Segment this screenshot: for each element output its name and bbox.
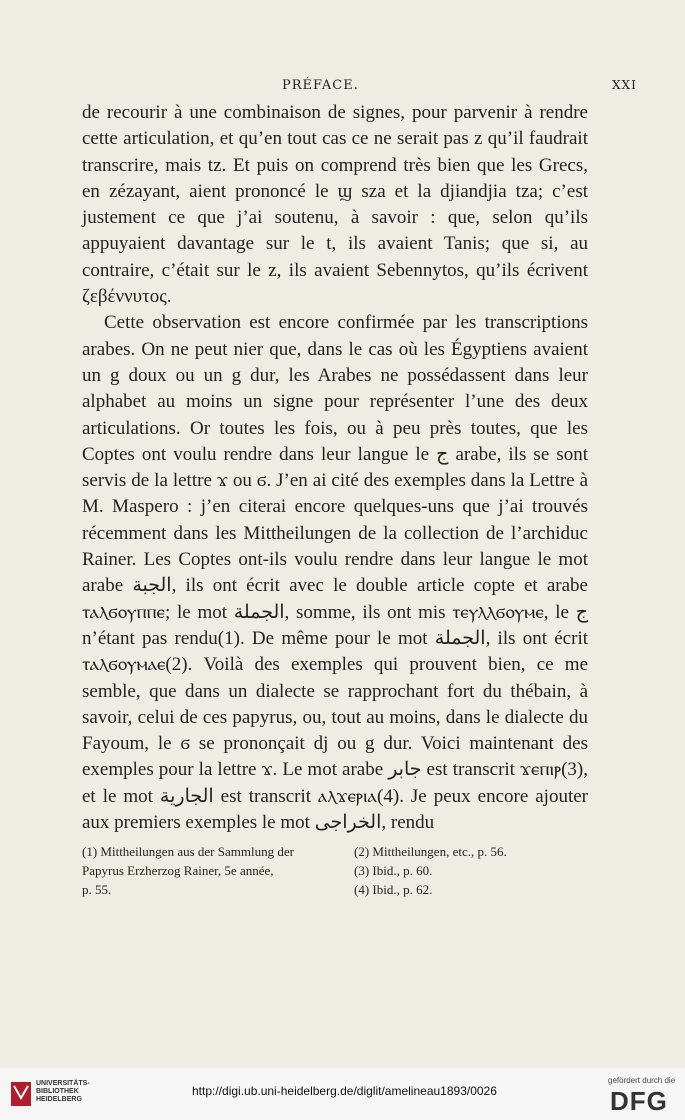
page-number: XXI — [612, 78, 637, 92]
footnote-line: Papyrus Erzherzog Rainer, 5e année, — [82, 863, 274, 878]
university-library-logo-icon — [10, 1078, 32, 1108]
funded-by-label: gefördert durch die — [608, 1076, 676, 1085]
footnote-line: (4) Ibid., p. 62. — [354, 882, 433, 897]
dfg-logo: DFG — [610, 1086, 668, 1116]
footnote-line: p. 55. — [82, 882, 112, 897]
library-name: UNIVERSITÄTS- BIBLIOTHEK HEIDELBERG — [36, 1080, 90, 1103]
header-title: PRÉFACE. — [282, 78, 359, 93]
permalink-url[interactable]: http://digi.ub.uni-heidelberg.de/diglit/amelineau1893/0026 — [192, 1084, 497, 1098]
body-text — [82, 100, 588, 836]
viewer-footer — [0, 1068, 685, 1120]
footnote-line: (2) Mittheilungen, etc., p. 56. — [354, 844, 507, 859]
footnote-line: (3) Ibid., p. 60. — [354, 863, 433, 878]
running-header — [0, 78, 685, 98]
footnote-column-left — [82, 842, 332, 899]
paragraph: Cette observation est encore confirmée par les transcriptions arabes. On ne peut nier que, dans le cas où les Égyptiens avaient un g doux ou un g dur, les Arabes ne possédassent dans leur alphabet au moins un signe pour représenter l’une des deux articulations. Or toutes les fois, ou à peu près toutes, que les Coptes ont voulu rendre dans leur langue le ج arabe, ils se sont servis de la lettre ϫ ou ϭ. J’en ai cité des exemples dans la Lettre à M. Maspero : j’en citerai encore quelques-uns que j’ai trouvés récemment dans les Mittheilungen de la collection de l’archiduc Rainer. Les Coptes ont-ils voulu rendre dans leur langue le mot arabe الجبة, ils ont écrit avec le double article copte et arabe ⲧⲁⲗϭⲟⲩⲡⲡⲉ; le mot الجملة, somme, ils ont mis ⲧⲉⲩⲗⲗϭⲟⲩⲙⲉ, le ج n’étant pas rendu(1). De même pour le mot الجملة, ils ont écrit ⲧⲁⲗϭⲟⲩⲙⲁⲉ(2). Voilà des exemples qui prouvent bien, ce me semble, que dans un dialecte se rapprochant fort du thébain, à savoir, celui de ces papyrus, ou, tout au moins, dans le dialecte du Fayoum, le ϭ se prononçait dj ou g dur. Voici maintenant des exemples pour la lettre ϫ. Le mot arabe جابر est transcrit ϫⲉⲡⲓⲣ(3), et le mot الجارية est transcrit ⲁⲗϫⲉⲣⲓⲁ(4). Je peux encore ajouter aux premiers exemples le mot الخراجى, rendu — [82, 312, 589, 834]
footnote-column-right — [354, 842, 594, 899]
paragraph: de recourir à une combinaison de signes, pour parvenir à rendre cette articulation, et qu’en tout cas ce ne serait pas z qu’il faudrait transcrire, mais tz. Et puis on comprend très bien que les Grecs, en zézayant, aient prononcé le ϣ sza et la djiandjia tza; c’est justement ce que j’ai soutenu, à savoir : que, selon qu’ils appuyaient davantage sur le t, ils avaient Tanis; que si, au contraire, c’était sur le z, ils avaient Sebennytos, qu’ils écrivent ζεβέννυτος. — [82, 102, 588, 308]
footnote-line: (1) Mittheilungen aus der Sammlung der — [82, 844, 294, 859]
